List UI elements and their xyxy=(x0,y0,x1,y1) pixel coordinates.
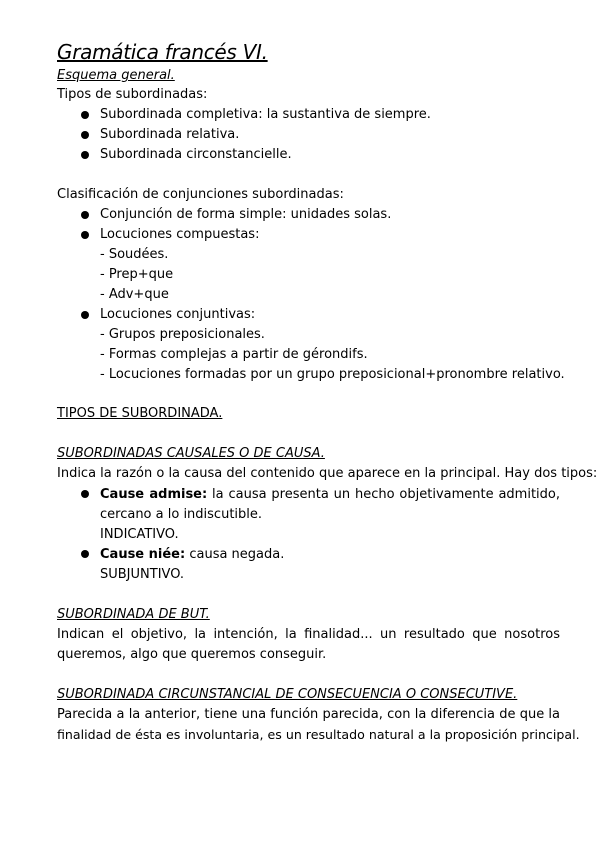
sub-list-item: - Soudées. xyxy=(100,247,169,262)
term-text: causa negada. xyxy=(185,547,285,562)
causales-heading: SUBORDINADAS CAUSALES O DE CAUSA. xyxy=(57,446,325,461)
paragraph-line: finalidad de ésta es involuntaria, es un resultado natural a la proposición principal. xyxy=(57,727,580,742)
page-title: Gramática francés VI. xyxy=(57,40,268,64)
bullet-icon xyxy=(81,151,89,159)
bullet-icon xyxy=(81,111,89,119)
sub-list-item: - Formas complejas a partir de gérondifs. xyxy=(100,347,368,362)
section-heading: TIPOS DE SUBORDINADA. xyxy=(57,406,223,421)
list-item: Subordinada relativa. xyxy=(100,127,240,142)
list-item: Locuciones conjuntivas: xyxy=(100,307,256,322)
sub-list-item: - Prep+que xyxy=(100,267,174,282)
mode-label: INDICATIVO. xyxy=(100,527,179,542)
bullet-icon xyxy=(81,490,89,498)
list-item: Subordinada completiva: la sustantiva de siempre. xyxy=(100,107,431,122)
bullet-icon xyxy=(81,231,89,239)
term-label: Cause niée: xyxy=(100,547,186,562)
bullet-icon xyxy=(81,311,89,319)
but-heading: SUBORDINADA DE BUT. xyxy=(57,607,210,622)
causales-intro: Indica la razón o la causa del contenido que aparece en la principal. Hay dos tipos: xyxy=(57,466,598,481)
bullet-icon xyxy=(81,550,89,558)
clasificacion-intro: Clasificación de conjunciones subordinadas: xyxy=(57,187,344,202)
term-label: Cause admise: xyxy=(100,487,208,502)
list-item: Conjunción de forma simple: unidades solas. xyxy=(100,207,392,222)
term-text: la causa presenta un hecho objetivamente admitido, xyxy=(207,487,560,502)
bullet-icon xyxy=(81,211,89,219)
sub-list-item: - Locuciones formadas por un grupo preposicional+pronombre relativo. xyxy=(100,367,565,382)
paragraph-line: queremos, algo que queremos conseguir. xyxy=(57,647,327,662)
list-item: Subordinada circonstancielle. xyxy=(100,147,292,162)
list-item xyxy=(100,546,284,564)
bullet-icon xyxy=(81,131,89,139)
list-item: Locuciones compuestas: xyxy=(100,227,260,242)
paragraph-line: Parecida a la anterior, tiene una función parecida, con la diferencia de que la xyxy=(57,707,560,722)
consecuencia-heading: SUBORDINADA CIRCUNSTANCIAL DE CONSECUENCIA O CONSECUTIVE. xyxy=(57,687,518,702)
section-subtitle: Esquema general. xyxy=(57,68,175,83)
list-item-continuation: cercano a lo indiscutible. xyxy=(100,507,263,522)
paragraph-line: Indican el objetivo, la intención, la finalidad... un resultado que nosotros xyxy=(57,627,560,642)
list-item xyxy=(100,486,560,504)
sub-list-item: - Grupos preposicionales. xyxy=(100,327,265,342)
sub-list-item: - Adv+que xyxy=(100,287,169,302)
tipos-intro: Tipos de subordinadas: xyxy=(57,87,208,102)
mode-label: SUBJUNTIVO. xyxy=(100,567,185,582)
